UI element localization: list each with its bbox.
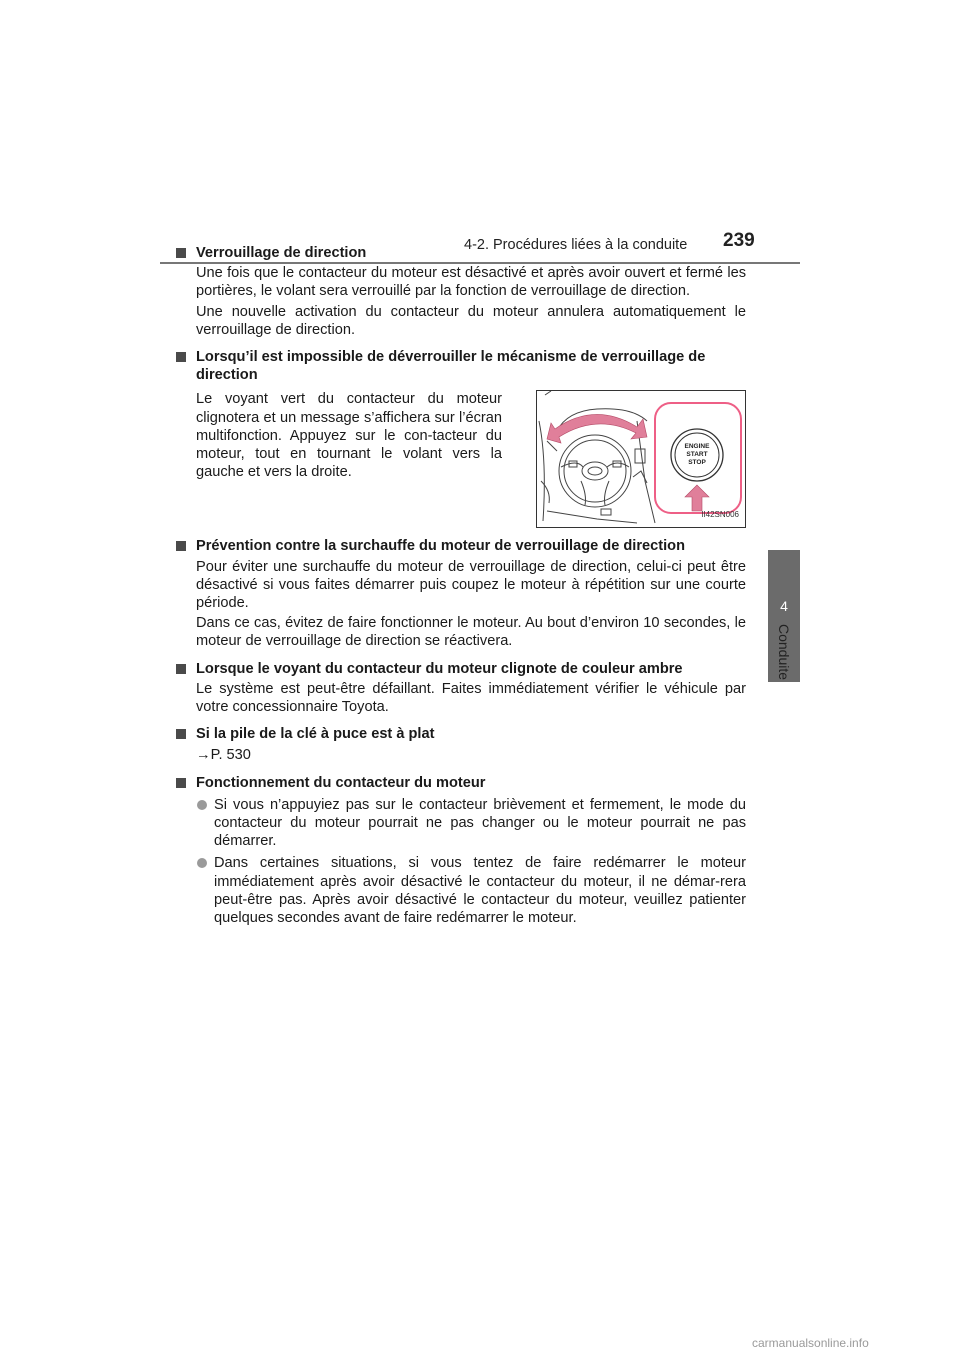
list-item: Si vous n’appuyiez pas sur le contacteur brièvement et fermement, le mode du contacteur du moteur pourrait ne pas changer ou le moteur pourrait ne pas démarrer.: [196, 796, 746, 851]
button-label-start: START: [686, 451, 708, 459]
chapter-tab-label: Conduite: [776, 623, 792, 681]
section-paragraph: Dans ce cas, évitez de faire fonctionner le moteur. Au bout d’environ 10 secondes, le moteur de verrouillage de direction se réactivera.: [196, 615, 746, 650]
section-paragraph: Le voyant vert du contacteur du moteur clignotera et un message s’affichera sur l’écran multifonction. Appuyez sur le con-tacteur du moteur, tout en tournant le volant vers la gauche et vers la droite.: [196, 391, 502, 481]
button-label-stop: STOP: [688, 459, 706, 467]
header-section-title: 4-2. Procédures liées à la conduite: [464, 237, 688, 253]
square-bullet-icon: [176, 248, 186, 258]
square-bullet-icon: [176, 541, 186, 551]
section-heading: Prévention contre la surchauffe du moteur de verrouillage de direction: [176, 537, 746, 555]
square-bullet-icon: [176, 352, 186, 362]
section-heading: Lorsque le voyant du contacteur du moteur clignote de couleur ambre: [176, 660, 746, 678]
section-paragraph: Une nouvelle activation du contacteur du moteur annulera automatiquement le verrouillage de direction.: [196, 303, 746, 338]
watermark-link[interactable]: carmanualsonline.info: [752, 1336, 869, 1350]
button-label-engine: ENGINE: [684, 443, 710, 451]
steering-wheel-illustration: [536, 390, 746, 528]
round-bullet-icon: [197, 858, 207, 868]
figure-code: II42SN006: [701, 510, 739, 520]
page-reference: →P. 530: [196, 747, 251, 764]
section-heading: Fonctionnement du contacteur du moteur: [176, 774, 746, 792]
section-paragraph: Le système est peut-être défaillant. Faites immédiatement vérifier le véhicule par votre concessionnaire Toyota.: [196, 680, 746, 716]
section-paragraph: Pour éviter une surchauffe du moteur de verrouillage de direction, celui-ci peut être désactivé si vous faites démarrer puis coupez le moteur à répétition sur une courte période.: [196, 558, 746, 612]
square-bullet-icon: [176, 664, 186, 674]
list-item: Dans certaines situations, si vous tentez de faire redémarrer le moteur immédiatement après avoir désactivé le contacteur du moteur, il ne démar-rera peut-être pas. Après avoir désactivé le contacteur du moteur, veuillez patienter quelques secondes avant de faire redémarrer le moteur.: [196, 854, 746, 927]
square-bullet-icon: [176, 778, 186, 788]
rotation-arrow-icon: [547, 415, 647, 444]
round-bullet-icon: [197, 800, 207, 810]
chapter-tab-number: 4: [780, 598, 788, 614]
page-content: [196, 244, 746, 927]
page-number: 239: [723, 230, 755, 251]
section-heading: Lorsqu’il est impossible de déverrouiller le mécanisme de verrouillage de direction: [176, 348, 746, 384]
square-bullet-icon: [176, 729, 186, 739]
section-heading: Verrouillage de direction: [176, 244, 746, 262]
section-paragraph: Une fois que le contacteur du moteur est désactivé et après avoir ouvert et fermé les portières, le volant sera verrouillé par la fonction de verrouillage de direction.: [196, 265, 746, 300]
section-heading: Si la pile de la clé à puce est à plat: [176, 725, 746, 743]
